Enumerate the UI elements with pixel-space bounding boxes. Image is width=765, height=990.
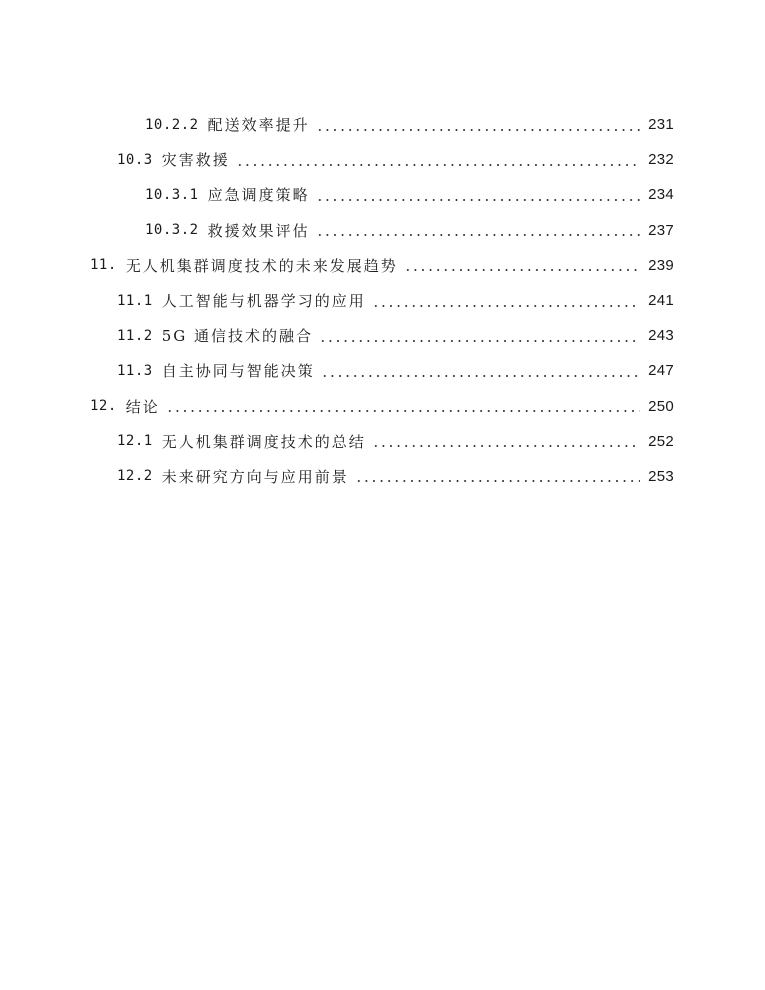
dot-leader: [236, 163, 640, 167]
toc-entry[interactable]: [0, 107, 765, 142]
entry-title: 未来研究方向与应用前景: [161, 467, 349, 486]
entry-title: 无人机集群调度技术的总结: [161, 432, 366, 451]
toc-entry[interactable]: [0, 318, 765, 353]
page-number: 232: [648, 151, 674, 169]
entry-title: 人工智能与机器学习的应用: [161, 292, 366, 311]
dot-leader: [372, 444, 640, 448]
page-number: 234: [648, 186, 674, 204]
dot-leader: [372, 304, 640, 308]
page-number: 250: [648, 397, 674, 415]
dot-leader: [166, 409, 640, 413]
entry-title: 自主协同与智能决策: [161, 362, 315, 381]
entry-number: 11.1: [117, 292, 153, 309]
page-number: 243: [648, 327, 674, 345]
toc-entry[interactable]: [0, 459, 765, 494]
page-number: 239: [648, 256, 674, 274]
dot-leader: [316, 198, 640, 202]
entry-number: 11.3: [117, 362, 153, 379]
entry-number: 12.1: [117, 433, 153, 450]
entry-title: 救援效果评估: [207, 221, 310, 240]
toc-entry[interactable]: [0, 283, 765, 318]
toc-entry[interactable]: [0, 424, 765, 459]
dot-leader: [321, 374, 640, 378]
entry-title: 无人机集群调度技术的未来发展趋势: [125, 256, 398, 275]
entry-number: 12.2: [117, 468, 153, 485]
page-number: 252: [648, 432, 674, 450]
toc-entry[interactable]: [0, 248, 765, 283]
toc-entry[interactable]: [0, 142, 765, 177]
entry-title: 结论: [125, 397, 160, 416]
entry-title: 5G 通信技术的融合: [161, 327, 314, 346]
entry-title: 灾害救援: [161, 151, 230, 170]
dot-leader: [316, 128, 640, 132]
page-number: 241: [648, 292, 674, 310]
dot-leader: [355, 479, 640, 483]
entry-number: 10.3.1: [145, 186, 199, 203]
entry-number: 12.: [90, 398, 117, 415]
entry-number: 10.3.2: [145, 222, 199, 239]
table-of-contents: [0, 107, 765, 494]
entry-number: 10.2.2: [145, 116, 199, 133]
page-number: 247: [648, 362, 674, 380]
dot-leader: [316, 233, 640, 237]
toc-entry[interactable]: [0, 353, 765, 388]
entry-number: 10.3: [117, 151, 153, 168]
toc-entry[interactable]: [0, 177, 765, 212]
entry-title: 应急调度策略: [207, 186, 310, 205]
toc-entry[interactable]: [0, 213, 765, 248]
page-number: 253: [648, 467, 674, 485]
dot-leader: [404, 268, 640, 272]
entry-number: 11.: [90, 257, 117, 274]
dot-leader: [319, 339, 640, 343]
page-number: 231: [648, 116, 674, 134]
page-number: 237: [648, 221, 674, 239]
entry-title: 配送效率提升: [207, 116, 310, 135]
toc-entry[interactable]: [0, 389, 765, 424]
entry-number: 11.2: [117, 327, 153, 344]
